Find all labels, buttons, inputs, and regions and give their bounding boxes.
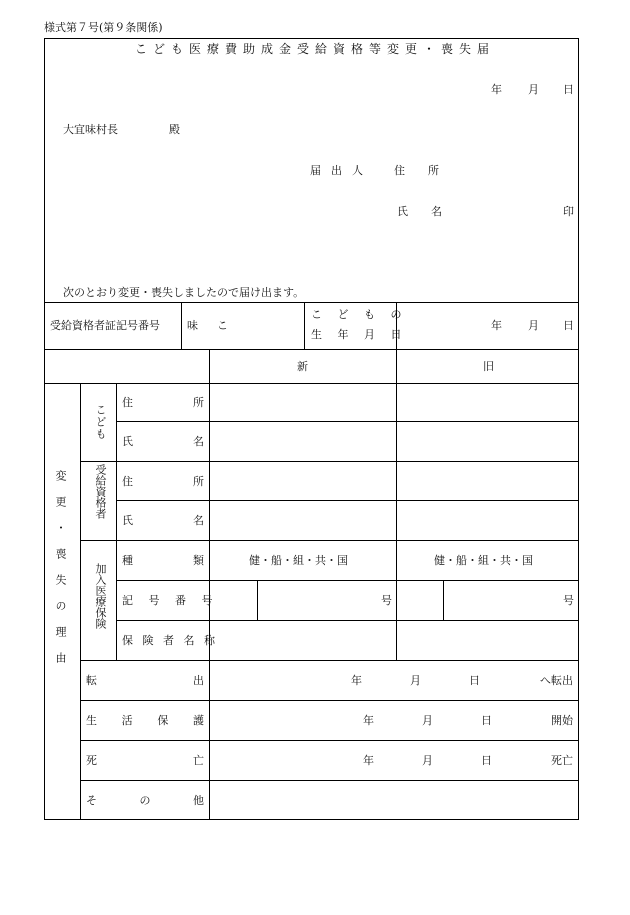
reason-welfare-label: 生 活 保 護 <box>86 714 204 727</box>
row-divider <box>44 383 579 384</box>
form-title: こども医療費助成金受給資格等変更・喪失届 <box>134 42 495 56</box>
welfare-day-label: 日 <box>481 714 492 727</box>
column-new-header: 新 <box>297 360 308 373</box>
form-frame <box>44 38 579 820</box>
date-day-label: 日 <box>563 83 574 96</box>
group-child-label: こども <box>94 404 107 440</box>
transfer-year-label: 年 <box>351 674 362 687</box>
insurance-symbol-number-label: 記 号 番 号 <box>122 594 219 607</box>
dob-month-label: 月 <box>528 319 539 332</box>
row-divider <box>44 302 579 303</box>
welfare-suffix: 開始 <box>551 714 573 727</box>
child-address-label: 住 所 <box>122 396 204 409</box>
cert-number-label: 受給資格者証記号番号 <box>50 319 160 332</box>
row-divider <box>116 500 579 501</box>
reason-side-label: 変更・喪失の理由 <box>54 470 67 678</box>
child-name-label: 氏 名 <box>122 435 204 448</box>
qualifier-address-label: 住 所 <box>122 475 204 488</box>
dob-year-label: 年 <box>491 319 502 332</box>
col-divider <box>80 383 81 820</box>
death-year-label: 年 <box>363 754 374 767</box>
form-number: 様式第７号(第９条関係) <box>44 21 163 34</box>
reason-transfer-label: 転 出 <box>86 674 204 687</box>
number-suffix-old: 号 <box>563 594 574 607</box>
column-old-header: 旧 <box>483 360 494 373</box>
col-divider <box>443 580 444 620</box>
death-suffix: 死亡 <box>551 754 573 767</box>
date-month-label: 月 <box>528 83 539 96</box>
child-dob-label-line1: こ ど も の <box>311 308 408 321</box>
dob-day-label: 日 <box>563 319 574 332</box>
death-day-label: 日 <box>481 754 492 767</box>
seal-label: 印 <box>563 205 574 218</box>
notifier-address-label: 住 所 <box>394 164 445 177</box>
row-divider <box>80 780 579 781</box>
row-divider <box>80 660 579 661</box>
reason-death-label: 死 亡 <box>86 754 204 767</box>
transfer-day-label: 日 <box>469 674 480 687</box>
row-divider <box>116 580 579 581</box>
col-divider <box>181 302 182 349</box>
group-insurance-label: 加入医療保険 <box>94 563 107 629</box>
statement-text: 次のとおり変更・喪失しましたので届け出ます。 <box>63 286 305 299</box>
row-divider <box>80 740 579 741</box>
col-divider <box>396 349 397 660</box>
col-divider <box>116 383 117 660</box>
row-divider <box>80 540 579 541</box>
number-suffix-new: 号 <box>381 594 392 607</box>
transfer-month-label: 月 <box>410 674 421 687</box>
addressee-name: 大宜味村長 <box>63 123 118 136</box>
row-divider <box>80 461 579 462</box>
cert-number-prefix: 味 こ <box>187 319 232 332</box>
row-divider <box>116 421 579 422</box>
child-dob-label-line2: 生 年 月 日 <box>311 328 408 341</box>
col-divider <box>209 349 210 820</box>
insurer-name-label: 保 険 者 名 称 <box>122 634 218 647</box>
notifier-label: 届出人 <box>310 164 373 177</box>
insurance-type-label: 種 類 <box>122 554 204 567</box>
welfare-month-label: 月 <box>422 714 433 727</box>
insurance-types-old: 健・船・組・共・国 <box>434 554 533 567</box>
transfer-suffix: へ転出 <box>540 674 573 687</box>
reason-other-label: そ の 他 <box>86 794 204 807</box>
notifier-name-label: 氏 名 <box>397 205 448 218</box>
row-divider <box>44 349 579 350</box>
addressee-honorific: 殿 <box>169 123 180 136</box>
row-divider <box>116 620 579 621</box>
qualifier-name-label: 氏 名 <box>122 514 204 527</box>
col-divider <box>257 580 258 620</box>
date-year-label: 年 <box>491 83 502 96</box>
col-divider <box>304 302 305 349</box>
welfare-year-label: 年 <box>363 714 374 727</box>
group-qualifier-label: 受給資格者 <box>94 464 107 519</box>
insurance-types-new: 健・船・組・共・国 <box>249 554 348 567</box>
death-month-label: 月 <box>422 754 433 767</box>
row-divider <box>80 700 579 701</box>
